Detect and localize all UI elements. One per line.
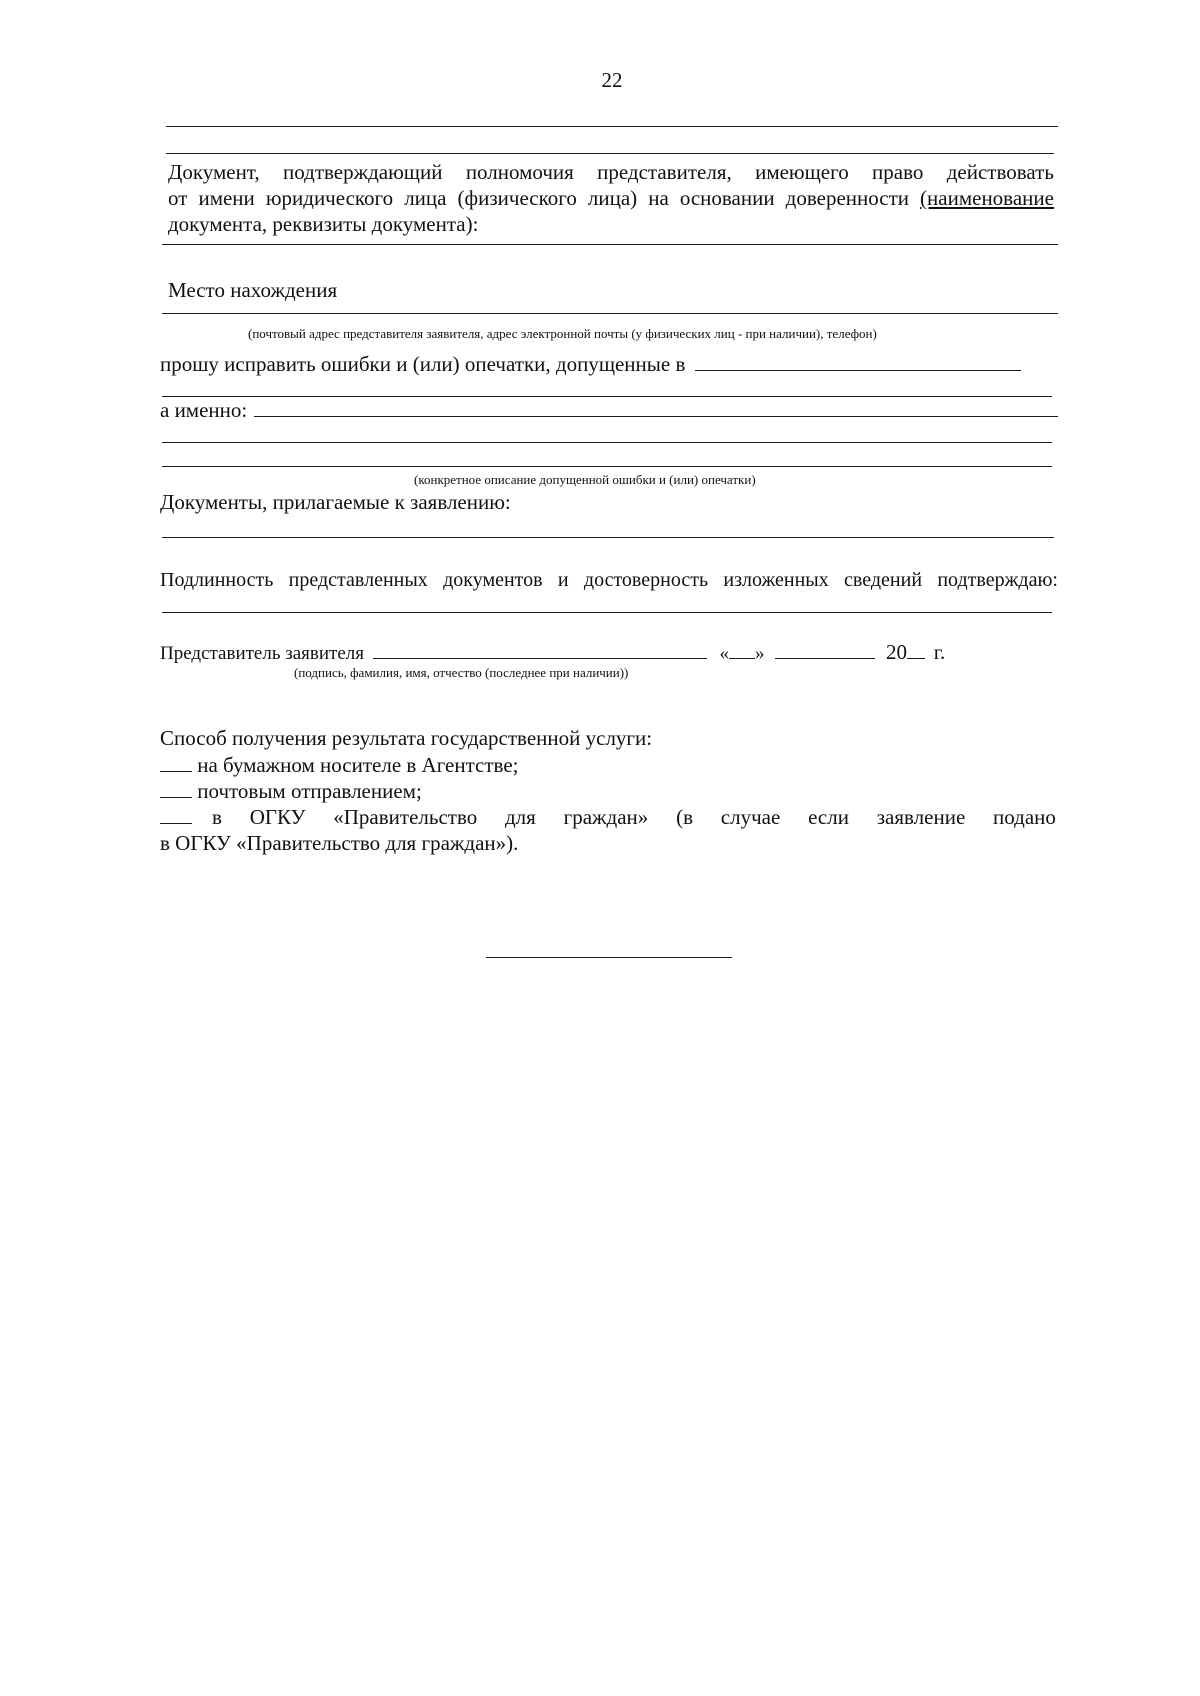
quote-close: » bbox=[755, 643, 765, 664]
delivery-option-1 bbox=[160, 753, 519, 777]
word: изложенных bbox=[723, 569, 829, 591]
end-separator bbox=[486, 957, 732, 958]
word: в bbox=[212, 805, 222, 829]
word: сведений bbox=[844, 569, 923, 591]
year-prefix: 20 bbox=[886, 640, 908, 664]
request-fill-line bbox=[695, 352, 1021, 371]
delivery-option-3-line2: в ОГКУ «Правительство для граждан»). bbox=[160, 831, 519, 855]
word: (физического bbox=[457, 186, 577, 210]
doc-rep-line3: документа, реквизиты документа): bbox=[168, 212, 479, 236]
word: юридического bbox=[265, 186, 394, 210]
word: «Правительство bbox=[333, 805, 478, 829]
word: ОГКУ bbox=[249, 805, 306, 829]
request-line bbox=[160, 352, 1021, 376]
word: Подлинность bbox=[160, 569, 274, 591]
blank-line bbox=[162, 612, 1052, 613]
word: документов bbox=[443, 569, 543, 591]
blank-line bbox=[166, 153, 1054, 154]
delivery-option-3 bbox=[160, 805, 1056, 829]
delivery-option-2 bbox=[160, 779, 422, 803]
checkbox-line bbox=[160, 779, 192, 798]
checkbox-line bbox=[160, 753, 192, 772]
doc-rep-line1 bbox=[168, 160, 1054, 184]
month-fill-line bbox=[775, 640, 875, 659]
word: Документ, bbox=[168, 160, 260, 184]
word: для bbox=[505, 805, 536, 829]
word: подтверждаю: bbox=[937, 569, 1058, 591]
signature-fill-line bbox=[373, 640, 707, 659]
word: лица bbox=[404, 186, 447, 210]
location-hint: (почтовый адрес представителя заявителя, адрес электронной почты (у физических лиц - при наличии), телефон) bbox=[248, 326, 877, 341]
word: граждан» bbox=[563, 805, 649, 829]
request-hint: (конкретное описание допущенной ошибки и (или) опечатки) bbox=[414, 472, 756, 487]
blank-line bbox=[162, 313, 1058, 314]
request-text: прошу исправить ошибки и (или) опечатки, допущенные в bbox=[160, 352, 686, 376]
word-underlined: (наименование bbox=[920, 186, 1054, 210]
blank-line bbox=[162, 537, 1054, 538]
blank-line bbox=[162, 466, 1052, 467]
word: если bbox=[808, 805, 849, 829]
page-number: 22 bbox=[601, 68, 623, 92]
authenticity-line bbox=[160, 568, 1058, 592]
word: доверенности bbox=[785, 186, 909, 210]
word: случае bbox=[720, 805, 781, 829]
word: имеющего bbox=[755, 160, 849, 184]
day-fill-line bbox=[729, 640, 755, 659]
delivery-heading: Способ получения результата государственной услуги: bbox=[160, 726, 653, 750]
word: полномочия bbox=[465, 160, 574, 184]
signature-line bbox=[160, 640, 945, 666]
word: представителя, bbox=[597, 160, 732, 184]
word: достоверность bbox=[583, 569, 709, 591]
signature-label: Представитель заявителя bbox=[160, 643, 365, 664]
option-3-text bbox=[212, 805, 1056, 829]
word: основании bbox=[679, 186, 775, 210]
word: действовать bbox=[946, 160, 1054, 184]
checkbox-line bbox=[160, 805, 192, 824]
word: заявление bbox=[876, 805, 966, 829]
location-label: Место нахождения bbox=[168, 278, 338, 302]
blank-line bbox=[162, 442, 1052, 443]
blank-line bbox=[162, 396, 1052, 397]
word: подтверждающий bbox=[283, 160, 443, 184]
quote-open: « bbox=[719, 643, 730, 664]
word: и bbox=[557, 569, 569, 591]
word: на bbox=[648, 186, 669, 210]
namely-line bbox=[160, 398, 1058, 422]
word: подано bbox=[993, 805, 1056, 829]
word: (в bbox=[676, 805, 693, 829]
year-suffix: г. bbox=[933, 640, 946, 664]
word: лица) bbox=[587, 186, 638, 210]
word: от bbox=[168, 186, 188, 210]
signature-hint: (подпись, фамилия, имя, отчество (последнее при наличии)) bbox=[294, 665, 629, 680]
word: представленных bbox=[288, 569, 428, 591]
blank-line bbox=[166, 126, 1058, 127]
namely-fill-line bbox=[254, 398, 1058, 417]
attachments-label: Документы, прилагаемые к заявлению: bbox=[160, 490, 511, 514]
option-label: почтовым отправлением; bbox=[197, 779, 422, 803]
word: имени bbox=[198, 186, 255, 210]
word: право bbox=[872, 160, 924, 184]
blank-line bbox=[162, 244, 1058, 245]
year-fill-line bbox=[907, 640, 925, 659]
namely-label: а именно: bbox=[160, 398, 248, 422]
option-label: на бумажном носителе в Агентстве; bbox=[197, 753, 519, 777]
doc-rep-line2 bbox=[168, 186, 1054, 210]
